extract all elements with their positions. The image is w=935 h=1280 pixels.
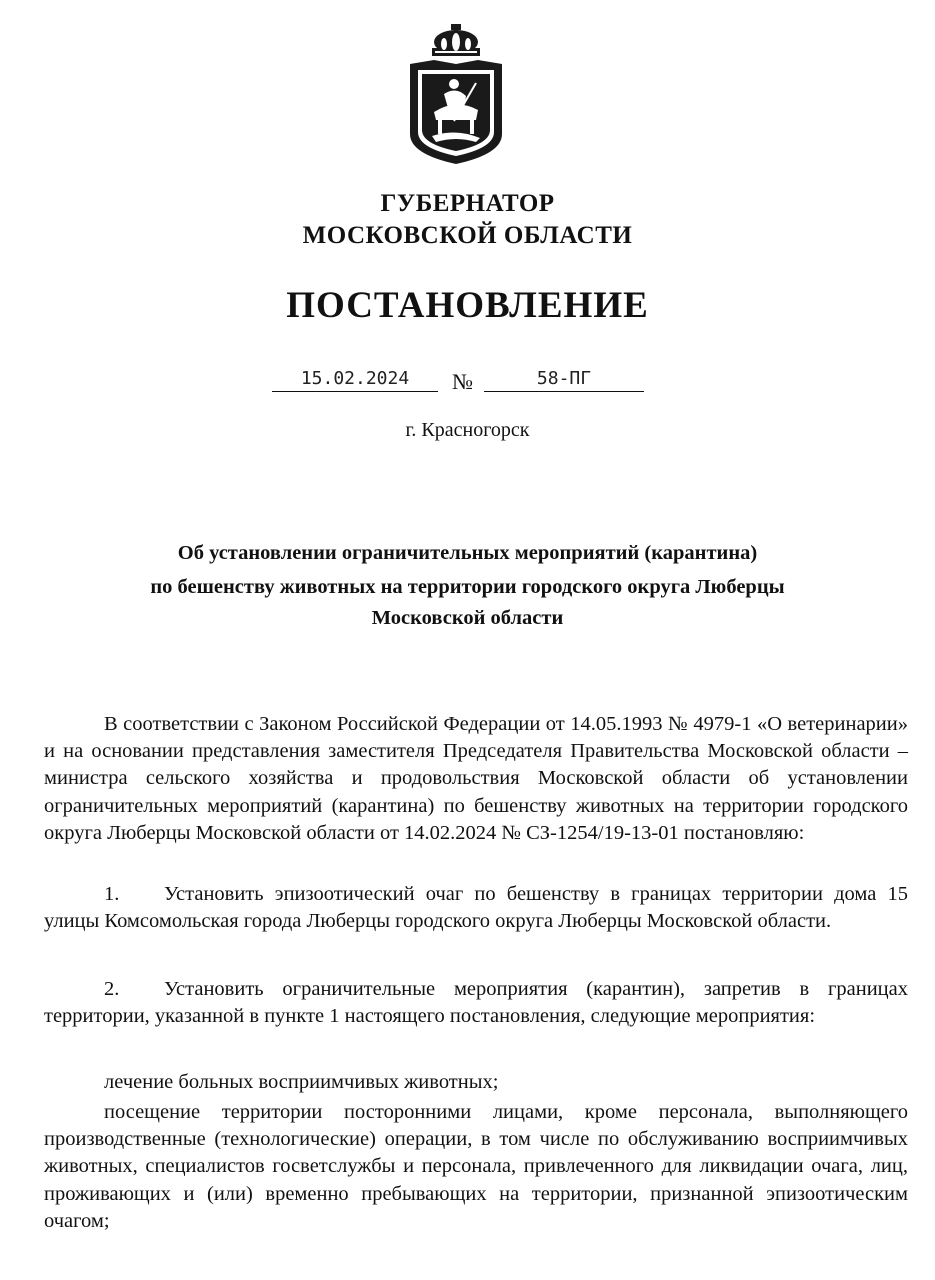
measure-2-text: посещение территории посторонними лицами, кроме персонала, выполняющего производственные (технологические) операции, в том числе по обслуживанию восприимчивых животных, специалистов госветслужбы и персонала, привлеченного для ликвидации очага, лиц, проживающих и (или) временно пребывающих на территории, признанной эпизоотическим очагом; <box>44 1101 908 1232</box>
moscow-oblast-coat-of-arms-icon <box>404 24 508 166</box>
item-1-number: 1. <box>104 883 120 905</box>
document-type-heading: ПОСТАНОВЛЕНИЕ <box>286 285 649 326</box>
issue-city: г. Красногорск <box>405 419 530 441</box>
document-number: 58-ПГ <box>536 368 592 389</box>
number-sign: № <box>452 369 473 394</box>
item-2-text: Установить ограничительные мероприятия (карантин), запретив в границах территории, указанной в пункте 1 настоящего постановления, следующие мероприятия: <box>44 978 908 1028</box>
item-2-number: 2. <box>104 978 120 1000</box>
date-underline <box>272 391 438 392</box>
item-1-text: Установить эпизоотический очаг по бешенству в границах территории дома 15 улицы Комсомольская города Люберцы городского округа Люберцы Московской области. <box>44 883 908 933</box>
issuer-title-line1: ГУБЕРНАТОР <box>380 190 555 217</box>
document-title-line2: по бешенству животных на территории городского округа Люберцы <box>150 576 785 598</box>
issuer-title-line2: МОСКОВСКОЙ ОБЛАСТИ <box>302 222 633 249</box>
measure-1-text: лечение больных восприимчивых животных; <box>104 1071 499 1093</box>
number-underline <box>484 391 644 392</box>
document-date: 15.02.2024 <box>300 368 410 389</box>
document-title-line1: Об установлении ограничительных мероприятий (карантина) <box>177 542 758 564</box>
document-title-line3: Московской области <box>371 607 564 629</box>
preamble-paragraph: В соответствии с Законом Российской Федерации от 14.05.1993 № 4979-1 «О ветеринарии» и на основании представления заместителя Председателя Правительства Московской области – министра сельского хозяйства и продовольствия Московской области об установлении ограничительных мероприятий (карантина) по бешенству животных на территории городского округа Люберцы Московской области от 14.02.2024 № СЗ-1254/19-13-01 постановляю: <box>44 713 908 844</box>
